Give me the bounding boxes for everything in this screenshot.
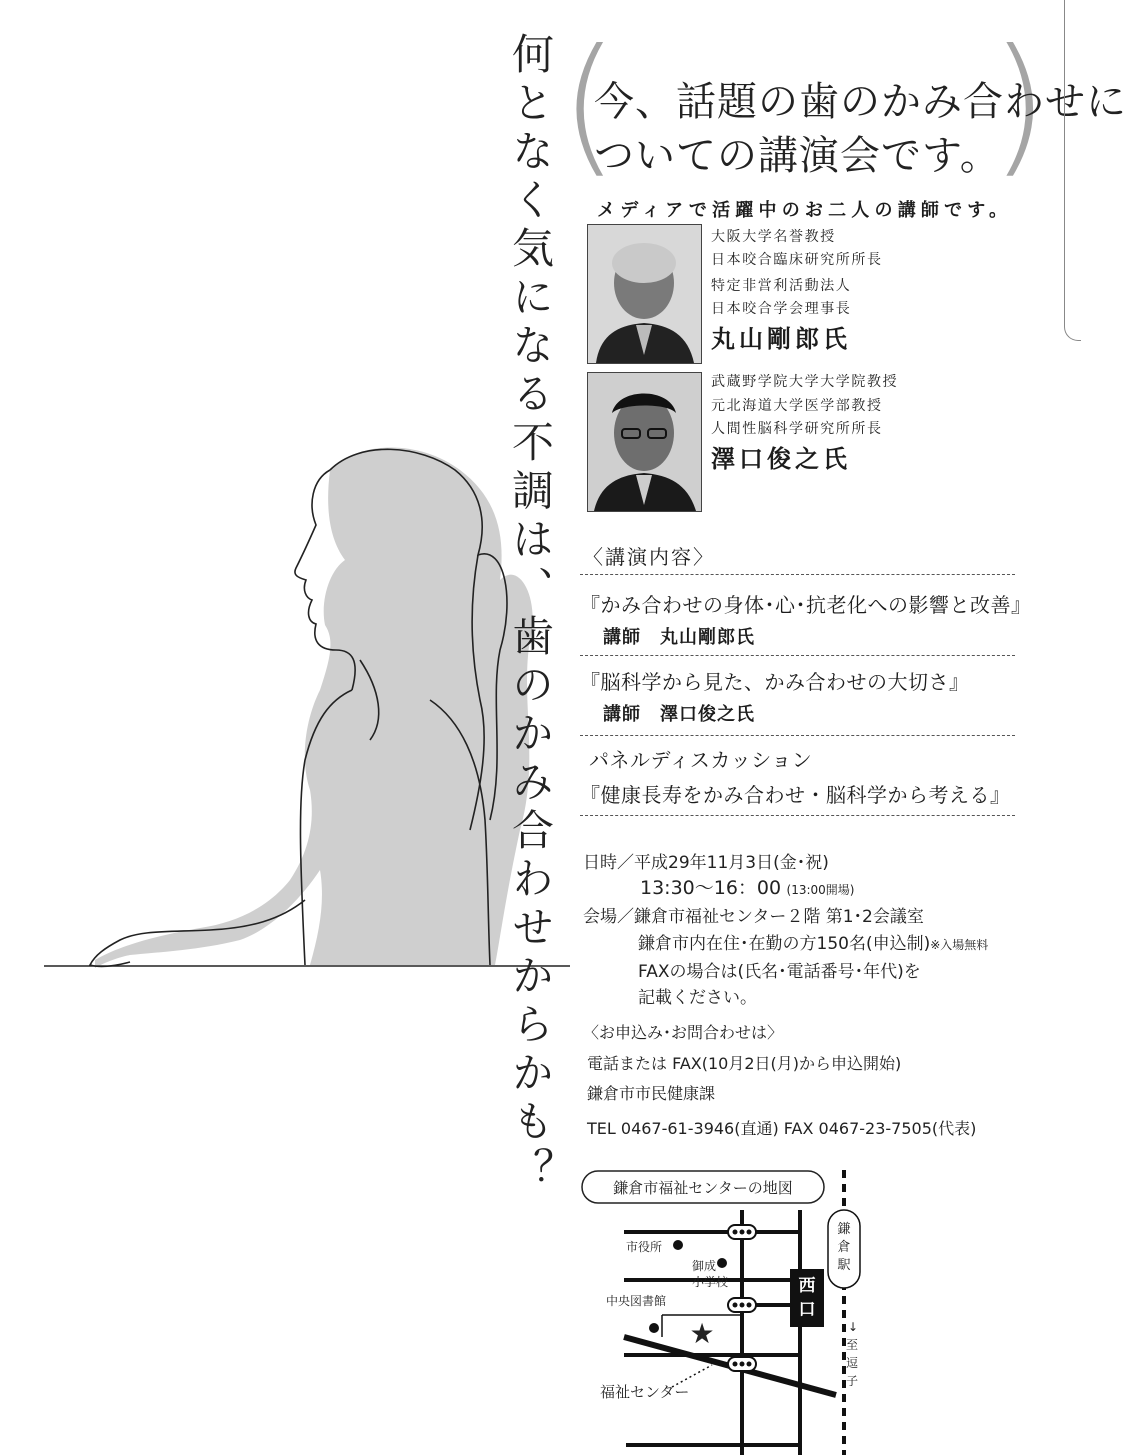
city-hall-dot — [673, 1240, 683, 1250]
vertical-headline: 何となく気になる不調は、歯のかみ合わせからかも？ — [506, 32, 555, 1196]
lecture-1-lecturer: 講師 丸山剛郎氏 — [603, 627, 755, 648]
fax-note-2: 記載ください。 — [638, 988, 757, 1008]
lecture-2-title: 『脳科学から見た、かみ合わせの大切さ』 — [580, 670, 970, 694]
west-exit-label-2: 口 — [798, 1300, 816, 1320]
event-date: 日時／平成29年11月3日(金･祝) — [583, 853, 829, 873]
left-paren-decoration: ( — [560, 18, 619, 192]
welfare-star-icon: ★ — [689, 1317, 715, 1350]
lecture-heading: 〈講演内容〉 — [583, 545, 715, 569]
venue-map — [576, 1165, 856, 1455]
station-label-3: 駅 — [837, 1258, 851, 1273]
panel-label: パネルディスカッション — [589, 748, 813, 772]
divider — [580, 815, 1015, 816]
speaker-2-title-2: 元北海道大学医学部教授 — [711, 398, 883, 414]
contact-heading: 〈お申込み･お問合わせは〉 — [583, 1023, 784, 1042]
divider — [580, 574, 1015, 575]
right-paren-decoration: ) — [990, 18, 1049, 192]
contact-dept: 鎌倉市市民健康課 — [587, 1084, 716, 1103]
speaker-2-name: 澤口俊之氏 — [711, 445, 851, 473]
speaker-1-photo — [587, 224, 702, 364]
fax-note-1: FAXの場合は(氏名･電話番号･年代)を — [638, 962, 921, 982]
event-capacity: 鎌倉市内在住･在勤の方150名(申込制) — [638, 934, 931, 954]
school-label-1: 御成 — [691, 1259, 716, 1273]
to-zushi-label-1: 至 — [845, 1338, 858, 1352]
station-label-2: 倉 — [837, 1240, 851, 1255]
contact-method: 電話または FAX(10月2日(月)から申込開始) — [587, 1054, 902, 1073]
divider — [580, 735, 1015, 736]
to-zushi-label-3: 子 — [845, 1374, 858, 1388]
event-time: 13:30〜16：00 — [640, 877, 782, 899]
station-label-1: 鎌 — [837, 1222, 851, 1237]
event-doors: (13:00開場) — [786, 883, 855, 897]
event-fee: ※入場無料 — [930, 938, 989, 952]
event-capacity-row — [638, 929, 988, 954]
divider — [580, 655, 1015, 656]
panel-title: 『健康長寿をかみ合わせ・脳科学から考える』 — [580, 783, 1011, 807]
to-zushi-label-2: 逗 — [845, 1356, 858, 1370]
speaker-1-title-4: 日本咬合学会理事長 — [711, 301, 852, 317]
speaker-1-title-2: 日本咬合臨床研究所所長 — [711, 252, 883, 268]
map-title: 鎌倉市福祉センターの地図 — [613, 1179, 793, 1197]
figure-shadow — [95, 448, 533, 969]
speaker-2-photo — [587, 372, 702, 512]
intro-line-2: ついての講演会です。 — [594, 133, 1001, 179]
speaker-1-title-1: 大阪大学名誉教授 — [711, 229, 836, 245]
intro-line-1: 今、話題の歯のかみ合わせに — [594, 79, 1127, 125]
lecture-2-lecturer: 講師 澤口俊之氏 — [603, 704, 755, 725]
event-venue: 会場／鎌倉市福祉センター２階 第1･2会議室 — [583, 907, 924, 927]
speaker-1-name: 丸山剛郎氏 — [711, 325, 851, 353]
speaker-2-title-1: 武蔵野学院大学大学院教授 — [711, 374, 899, 390]
library-dot — [649, 1323, 659, 1333]
speaker-2-title-3: 人間性脳科学研究所所長 — [711, 421, 883, 437]
speaker-1-title-3: 特定非営利活動法人 — [711, 278, 852, 294]
media-note: メディアで活躍中のお二人の講師です。 — [597, 200, 1013, 221]
school-label-2: 小学校 — [691, 1275, 728, 1289]
lecture-1-title: 『かみ合わせの身体･心･抗老化への影響と改善』 — [580, 593, 1032, 617]
school-dot — [717, 1258, 727, 1268]
west-exit-label-1: 西 — [798, 1276, 816, 1296]
city-hall-label: 市役所 — [626, 1240, 663, 1254]
event-time-row — [640, 873, 854, 900]
page-edge-decoration — [1064, 0, 1081, 341]
contact-phones: TEL 0467-61-3946(直通) FAX 0467-23-7505(代表) — [587, 1119, 977, 1138]
welfare-label: 福祉センター — [600, 1383, 690, 1401]
to-zushi-arrow-icon: ↓ — [847, 1320, 858, 1334]
library-label: 中央図書館 — [606, 1294, 667, 1308]
